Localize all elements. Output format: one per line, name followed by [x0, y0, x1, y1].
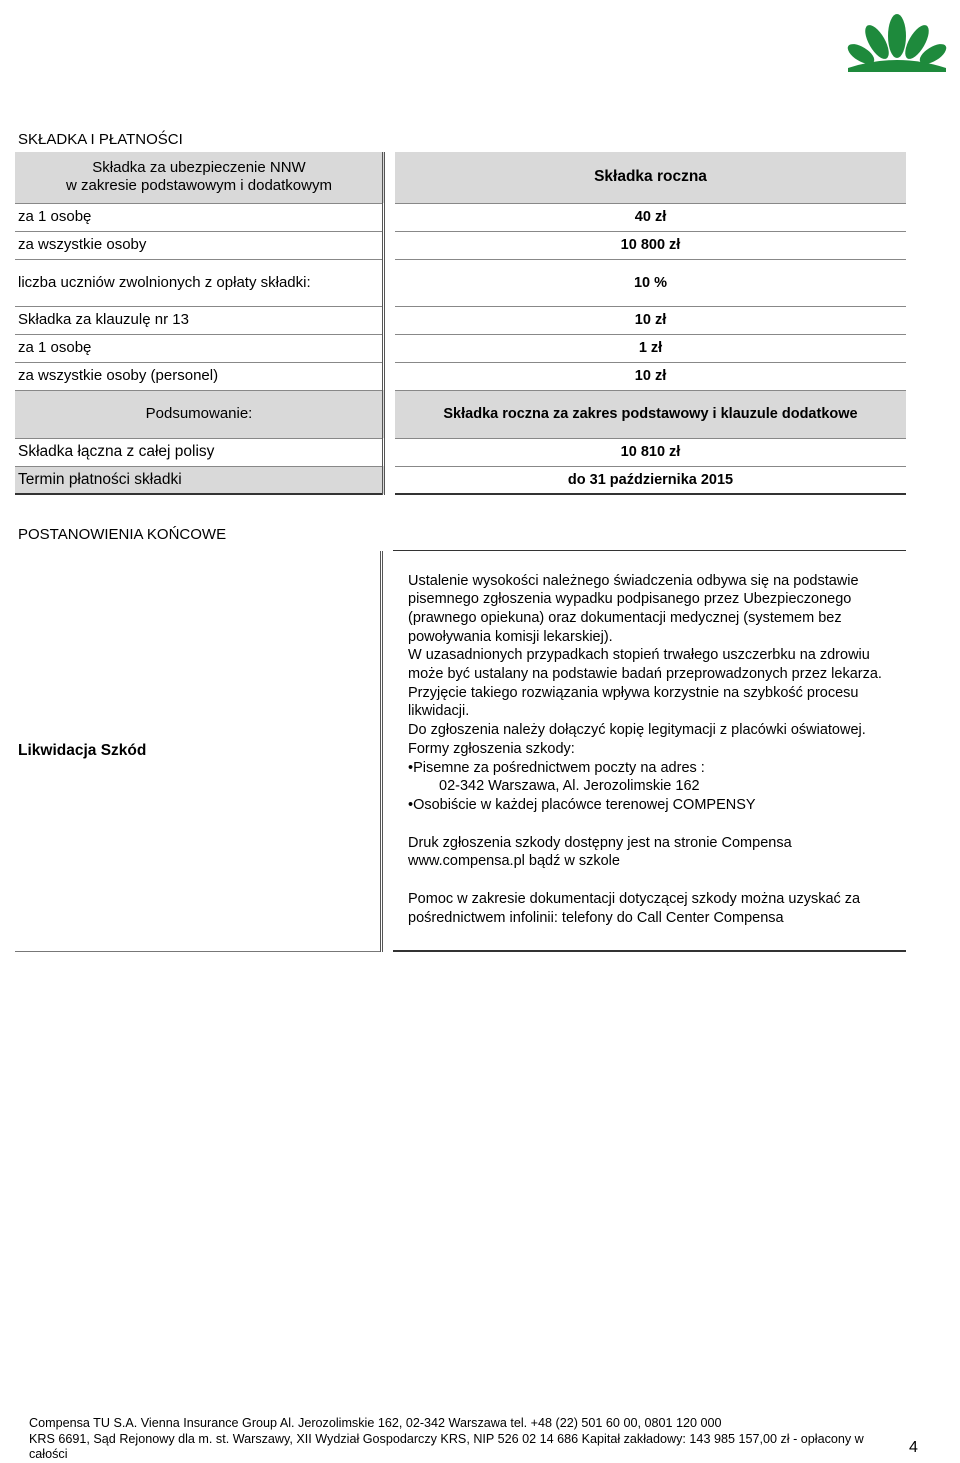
total-row — [15, 438, 906, 466]
footer-line: Compensa TU S.A. Vienna Insurance Group Al. Jerozolimskie 162, 02-342 Warszawa tel. +48 (22) 501 60 00, 0801 120 000 — [29, 1416, 722, 1430]
page-number: 4 — [909, 1439, 918, 1456]
summary-value: Składka roczna za zakres podstawowy i klauzule dodatkowe — [395, 390, 906, 438]
row-value: 10 zł — [395, 362, 906, 390]
address: 02-342 Warszawa, Al. Jerozolimskie 162 — [439, 778, 700, 795]
summary-row — [15, 390, 906, 438]
header-left-line2: w zakresie podstawowym i dodatkowym — [66, 177, 332, 195]
paragraph: W uzasadnionych przypadkach stopień trwałego uszczerbku na zdrowiu może być ustalany na podstawie badań przeprowadzonych przez lekarza. Przyjęcie takiego rozwiązania wpływa korzystnie na szybkość procesu likwidacji. — [408, 647, 882, 720]
row-value: 10 % — [395, 259, 906, 306]
row-label: Składka za klauzulę nr 13 — [15, 306, 384, 334]
row-label: za wszystkie osoby (personel) — [15, 362, 384, 390]
table-row — [15, 259, 906, 306]
paragraph: Druk zgłoszenia szkody dostępny jest na stronie Compensa www.compensa.pl bądź w szkole — [408, 834, 792, 870]
company-logo — [840, 12, 955, 74]
total-label: Składka łączna z całej polisy — [15, 438, 384, 466]
premium-table — [15, 152, 906, 495]
due-date-row — [15, 466, 906, 494]
row-value: 40 zł — [395, 203, 906, 231]
table-row — [15, 334, 906, 362]
row-label: za 1 osobę — [15, 203, 384, 231]
claims-content — [393, 551, 906, 952]
table-row — [15, 231, 906, 259]
premium-table-header — [15, 152, 906, 203]
row-value: 10 800 zł — [395, 231, 906, 259]
header-left-line1: Składka za ubezpieczenie NNW — [92, 159, 306, 177]
row-label: za wszystkie osoby — [15, 231, 384, 259]
section-title-premium: SKŁADKA I PŁATNOŚCI — [18, 131, 183, 148]
section-title-final: POSTANOWIENIA KOŃCOWE — [18, 526, 227, 543]
bullet-item: •Osobiście w każdej placówce terenowej COMPENSY — [408, 796, 756, 813]
row-label: liczba uczniów zwolnionych z opłaty składki: — [15, 259, 384, 306]
paragraph: Pomoc w zakresie dokumentacji dotyczącej szkody można uzyskać za pośrednictwem infolinii: telefony do Call Center Compensa — [408, 891, 861, 926]
row-value: 1 zł — [395, 334, 906, 362]
table-row — [15, 362, 906, 390]
paragraph: Ustalenie wysokości należnego świadczenia odbywa się na podstawie pisemnego zgłoszenia wypadku podpisanego przez Ubezpieczonego (prawnego opiekuna) oraz dokumentacji medycznej (systemem bez powoływania komisji lekarskiej). — [408, 572, 859, 645]
footer — [29, 1416, 889, 1463]
table-row — [15, 203, 906, 231]
total-value: 10 810 zł — [395, 438, 906, 466]
row-label: za 1 osobę — [15, 334, 384, 362]
table-row — [15, 306, 906, 334]
paragraph: Formy zgłoszenia szkody: — [408, 740, 575, 757]
header-left — [15, 152, 384, 203]
paragraph: Do zgłoszenia należy dołączyć kopię legitymacji z placówki oświatowej. — [408, 722, 866, 739]
bullet-item: •Pisemne za pośrednictwem poczty na adres : — [408, 759, 705, 776]
row-value: 10 zł — [395, 306, 906, 334]
due-value: do 31 października 2015 — [395, 466, 906, 494]
claims-label: Likwidacja Szkód — [15, 551, 382, 952]
header-right: Składka roczna — [395, 152, 906, 203]
footer-line: KRS 6691, Sąd Rejonowy dla m. st. Warszawy, XII Wydział Gospodarczy KRS, NIP 526 02 14 686 Kapitał zakładowy: 143 985 157,00 zł - opłacony w całości — [29, 1431, 864, 1461]
final-provisions-table — [15, 550, 906, 952]
summary-label: Podsumowanie: — [15, 390, 384, 438]
due-label: Termin płatności składki — [15, 466, 384, 494]
